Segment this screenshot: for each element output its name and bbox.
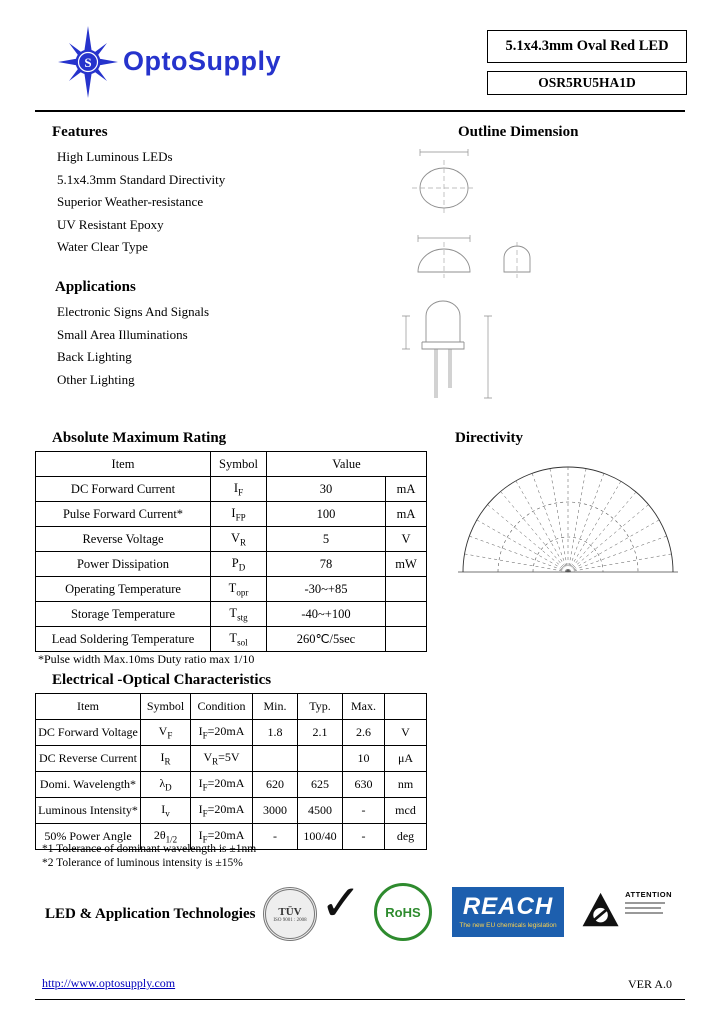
cell-item: Domi. Wavelength*	[36, 772, 141, 798]
col-item: Item	[36, 452, 211, 477]
cell-min: 3000	[253, 798, 298, 824]
directivity-plot	[450, 452, 685, 580]
table-row	[36, 627, 427, 652]
cell-unit: V	[386, 527, 427, 552]
cell-min: 1.8	[253, 720, 298, 746]
application-item: Back Lighting	[57, 349, 132, 364]
feature-item: UV Resistant Epoxy	[57, 216, 164, 232]
esd-attention-icon	[580, 887, 672, 939]
abs-max-table	[35, 451, 427, 652]
col-item: Item	[36, 694, 141, 720]
cell-symbol: $T_{sol}$	[211, 627, 267, 652]
application-item: Electronic Signs And Signals	[57, 304, 210, 319]
cell-value: 78	[267, 552, 386, 577]
cell-symbol: $V_F$	[141, 720, 191, 746]
table-row	[36, 772, 427, 798]
feature-item: Superior Weather-resistance	[57, 194, 204, 209]
application-item: Small Area Illuminations	[57, 326, 188, 342]
cell-value: 30	[267, 477, 386, 502]
cell-value: 100	[267, 502, 386, 527]
eo-note-1: *1 Tolerance of dominant wavelength is ±1nm	[42, 843, 257, 855]
cell-max: 10	[343, 746, 385, 772]
site-link[interactable]: http://www.optosupply.com	[42, 976, 176, 990]
cell-unit	[386, 627, 427, 652]
cell-min: 620	[253, 772, 298, 798]
abs-max-header-row	[36, 452, 427, 477]
cell-symbol: $2\theta_{1/2}$	[141, 824, 191, 850]
eo-note-2: *2 Tolerance of luminous intensity is ±15%	[42, 857, 243, 869]
optosupply-star-icon	[56, 24, 120, 98]
eo-header-row	[36, 694, 427, 720]
cell-symbol: $\lambda_D$	[141, 772, 191, 798]
cell-item: DC Forward Voltage	[36, 720, 141, 746]
feature-item: 5.1x4.3mm Standard Directivity	[57, 171, 226, 187]
table-row	[36, 577, 427, 602]
cell-symbol: $I_{FP}$	[211, 502, 267, 527]
cell-unit: nm	[385, 772, 427, 798]
footer-tagline: LED & Application Technologies	[45, 906, 256, 922]
cell-item: Storage Temperature	[36, 602, 211, 627]
esd-fineprint-line	[625, 907, 661, 909]
cell-symbol: $T_{stg}$	[211, 602, 267, 627]
cell-item: Lead Soldering Temperature	[36, 627, 211, 652]
cell-typ: 4500	[298, 798, 343, 824]
cell-unit: mcd	[385, 798, 427, 824]
version-label: VER A.0	[628, 977, 673, 991]
cell-min: -	[253, 824, 298, 850]
cell-value: 260℃/5sec	[267, 627, 386, 652]
cell-value: -40~+100	[267, 602, 386, 627]
applications-list	[57, 301, 209, 391]
cell-typ: 100/40	[298, 824, 343, 850]
quality-check-icon: ✓	[320, 874, 362, 932]
cell-unit: μA	[385, 746, 427, 772]
table-row	[36, 502, 427, 527]
col-unit	[385, 694, 427, 720]
tuv-badge-icon: TÜV ISO 9001 : 2008	[263, 887, 317, 941]
cell-unit: V	[385, 720, 427, 746]
cell-max: 630	[343, 772, 385, 798]
cell-unit	[386, 577, 427, 602]
esd-fineprint-line	[625, 912, 663, 914]
col-condition: Condition	[191, 694, 253, 720]
table-row	[36, 477, 427, 502]
brand-wordmark: OptoSupply	[123, 45, 281, 76]
cell-symbol: $V_R$	[211, 527, 267, 552]
cell-unit: deg	[385, 824, 427, 850]
cell-symbol: $I_v$	[141, 798, 191, 824]
table-row	[36, 720, 427, 746]
cell-symbol: $T_{opr}$	[211, 577, 267, 602]
col-max: Max.	[343, 694, 385, 720]
cell-symbol: $I_R$	[141, 746, 191, 772]
table-row	[36, 552, 427, 577]
cell-item: Luminous Intensity*	[36, 798, 141, 824]
table-row	[36, 527, 427, 552]
feature-item: High Luminous LEDs	[57, 149, 173, 164]
rohs-badge-icon: RoHS	[374, 883, 432, 941]
cell-item: DC Forward Current	[36, 477, 211, 502]
outline-heading: Outline Dimension	[458, 124, 579, 140]
cell-item: DC Reverse Current	[36, 746, 141, 772]
features-list	[57, 146, 225, 259]
reach-logo: REACH The new EU chemicals legislation	[452, 887, 564, 937]
cell-condition: $I_F=20mA$	[191, 824, 253, 850]
cell-typ: 625	[298, 772, 343, 798]
feature-item: Water Clear Type	[57, 239, 148, 254]
part-number-box: OSR5RU5HA1D	[487, 71, 687, 95]
cell-unit: mA	[386, 477, 427, 502]
cell-min	[253, 746, 298, 772]
col-value: Value	[267, 452, 427, 477]
abs-max-note: *Pulse width Max.10ms Duty ratio max 1/10	[38, 652, 255, 666]
cell-condition: $I_F=20mA$	[191, 772, 253, 798]
esd-attention-label: ATTENTION	[625, 890, 672, 899]
table-row	[36, 602, 427, 627]
cell-unit: mA	[386, 502, 427, 527]
eo-notes	[42, 842, 256, 870]
cell-item: Power Dissipation	[36, 552, 211, 577]
cell-max: -	[343, 798, 385, 824]
applications-heading: Applications	[55, 279, 136, 295]
table-row	[36, 798, 427, 824]
features-heading: Features	[52, 124, 108, 140]
col-symbol: Symbol	[141, 694, 191, 720]
product-title-box: 5.1x4.3mm Oval Red LED	[487, 30, 687, 63]
cell-item: Operating Temperature	[36, 577, 211, 602]
footer-divider	[35, 999, 685, 1000]
abs-max-heading: Absolute Maximum Rating	[52, 430, 227, 446]
application-item: Other Lighting	[57, 371, 135, 387]
header-divider	[35, 110, 685, 112]
cell-item: Reverse Voltage	[36, 527, 211, 552]
cell-item: Pulse Forward Current*	[36, 502, 211, 527]
col-min: Min.	[253, 694, 298, 720]
eo-heading: Electrical -Optical Characteristics	[52, 672, 272, 688]
col-symbol: Symbol	[211, 452, 267, 477]
cell-item: 50% Power Angle	[36, 824, 141, 850]
cell-typ: 2.1	[298, 720, 343, 746]
esd-triangle-icon	[580, 887, 621, 933]
table-row	[36, 746, 427, 772]
logo-letter: S	[84, 55, 92, 70]
cell-typ	[298, 746, 343, 772]
col-typ: Typ.	[298, 694, 343, 720]
esd-fineprint-line	[625, 902, 665, 904]
eo-table	[35, 693, 427, 850]
cell-max: 2.6	[343, 720, 385, 746]
cell-unit: mW	[386, 552, 427, 577]
cell-condition: $V_R=5V$	[191, 746, 253, 772]
brand-logo	[56, 24, 281, 98]
cell-symbol: $I_F$	[211, 477, 267, 502]
cell-symbol: $P_D$	[211, 552, 267, 577]
cell-value: 5	[267, 527, 386, 552]
cell-unit	[386, 602, 427, 627]
cell-condition: $I_F=20mA$	[191, 798, 253, 824]
cell-value: -30~+85	[267, 577, 386, 602]
cell-condition: $I_F=20mA$	[191, 720, 253, 746]
cell-max: -	[343, 824, 385, 850]
outline-drawing	[392, 146, 622, 408]
directivity-heading: Directivity	[455, 430, 524, 446]
